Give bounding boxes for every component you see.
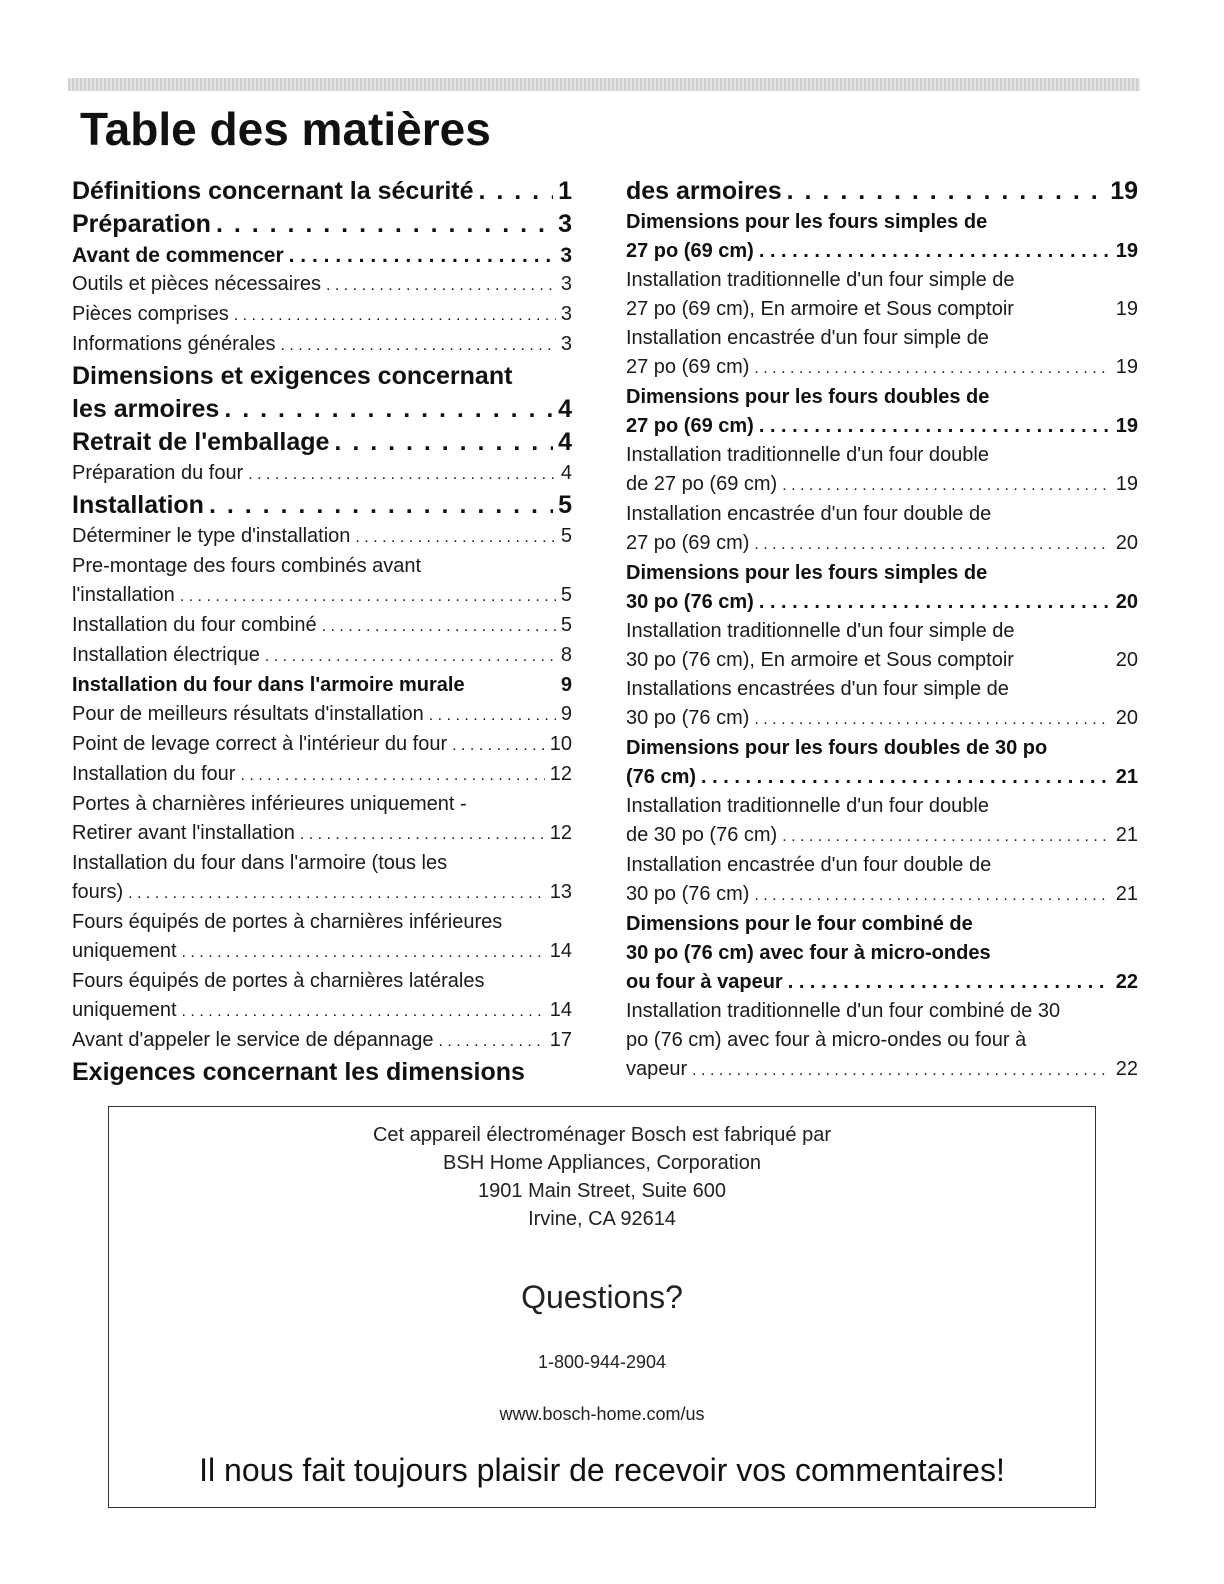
toc-page-number: 5	[558, 491, 572, 519]
toc-page-number: 10	[549, 733, 572, 755]
toc-page-number: 22	[1115, 1058, 1138, 1080]
toc-page-number: 5	[560, 614, 572, 636]
dot-leader	[265, 642, 556, 671]
toc-left-column	[72, 175, 572, 1089]
toc-entry-title: ou four à vapeur	[626, 971, 783, 993]
toc-page-number: 20	[1115, 532, 1138, 554]
contact-box	[108, 1106, 1096, 1508]
toc-page-number: 12	[549, 763, 572, 785]
toc-entry-line: Installation du four dans l'armoire (tous les	[72, 852, 448, 874]
toc-entry-title: Installation du four	[72, 763, 236, 785]
toc-entry[interactable]	[72, 611, 572, 641]
toc-entry-line: 30 po (76 cm) avec four à micro-ondes	[626, 942, 991, 964]
toc-page-number: 17	[549, 1029, 572, 1051]
toc-page-number: 14	[549, 940, 572, 962]
toc-entry-title: Installation	[72, 491, 204, 519]
toc-entry-title: Installation du four combiné	[72, 614, 317, 636]
dot-leader	[788, 968, 1111, 997]
toc-page-number: 21	[1115, 766, 1138, 788]
toc-entry-title: Déterminer le type d'installation	[72, 525, 351, 547]
toc-entry-line: Installation encastrée d'un four simple de	[626, 327, 989, 349]
dot-leader	[234, 301, 556, 330]
dot-leader	[754, 705, 1110, 734]
dot-leader	[128, 879, 545, 908]
toc-page-number: 22	[1115, 971, 1138, 993]
toc-page-number: 20	[1115, 707, 1138, 729]
toc-entry[interactable]	[72, 996, 572, 1026]
toc-page-number: 3	[560, 333, 572, 355]
toc-entry-line: Dimensions pour les fours simples de	[626, 211, 988, 233]
dot-leader	[782, 822, 1111, 851]
toc-entry-title: uniquement	[72, 999, 177, 1021]
toc-entry-line: Installation traditionnelle d'un four combiné de 30	[626, 1000, 1061, 1022]
toc-entry-line: Dimensions pour les fours doubles de	[626, 386, 990, 408]
toc-entry-title: Outils et pièces nécessaires	[72, 273, 322, 295]
toc-entry[interactable]	[72, 522, 572, 552]
dot-leader	[787, 175, 1106, 208]
toc-entry-title: l'installation	[72, 584, 175, 606]
manufacturer-line: Cet appareil électroménager Bosch est fabriqué par	[372, 1124, 832, 1146]
toc-page-number: 3	[560, 273, 572, 295]
toc-entry-title: fours)	[72, 881, 124, 903]
toc-page-number: 20	[1115, 649, 1138, 671]
dot-leader	[322, 612, 556, 641]
toc-entry[interactable]	[72, 1026, 572, 1056]
toc-entry-line: po (76 cm) avec four à micro-ondes ou four à	[626, 1029, 1027, 1051]
dot-leader	[216, 208, 553, 241]
toc-entry[interactable]	[72, 300, 572, 330]
dot-leader	[248, 460, 556, 489]
toc-entry[interactable]	[72, 426, 572, 459]
toc-page-number: 12	[549, 822, 572, 844]
toc-entry[interactable]	[72, 393, 572, 426]
dot-leader	[182, 938, 545, 967]
toc-right-column	[626, 175, 1138, 1085]
toc-entry-title: Point de levage correct à l'intérieur du four	[72, 733, 448, 755]
toc-entry[interactable]	[72, 330, 572, 360]
dot-leader	[452, 731, 545, 760]
toc-entry-title: 30 po (76 cm)	[626, 591, 754, 613]
toc-entry[interactable]	[72, 489, 572, 522]
toc-page-number: 19	[1115, 298, 1138, 320]
toc-page-number: 4	[558, 428, 572, 456]
toc-entry-title: Préparation	[72, 210, 211, 238]
toc-page-number: 19	[1115, 473, 1138, 495]
toc-page-number: 13	[549, 881, 572, 903]
toc-entry-line: Installations encastrées d'un four simple de	[626, 678, 1009, 700]
toc-page-number: 19	[1115, 415, 1138, 437]
toc-entry[interactable]	[72, 641, 572, 671]
toc-page-number: 9	[560, 674, 572, 696]
dot-leader	[224, 393, 553, 426]
toc-page-number: 14	[549, 999, 572, 1021]
dot-leader	[439, 1027, 545, 1056]
dot-leader	[280, 331, 555, 360]
toc-entry-title: uniquement	[72, 940, 177, 962]
toc-entry-line: Portes à charnières inférieures uniquement -	[72, 793, 467, 815]
toc-entry-title: 27 po (69 cm)	[626, 532, 750, 554]
manufacturer-line: Irvine, CA 92614	[528, 1208, 676, 1230]
dot-leader	[300, 820, 545, 849]
toc-page-number: 4	[558, 395, 572, 423]
toc-entry-title: Avant d'appeler le service de dépannage	[72, 1029, 434, 1051]
toc-page-number: 21	[1115, 824, 1138, 846]
toc-entry-title: des armoires	[626, 177, 782, 205]
toc-page-number: 5	[560, 525, 572, 547]
toc-entry[interactable]	[72, 878, 572, 908]
toc-entry[interactable]	[626, 529, 1138, 559]
manufacturer-info	[109, 1121, 1095, 1233]
toc-entry[interactable]	[626, 237, 1138, 266]
dot-leader	[240, 761, 544, 790]
toc-entry-line: Dimensions pour les fours simples de	[626, 562, 988, 584]
toc-entry-line: Installation encastrée d'un four double de	[626, 503, 992, 525]
toc-entry-title: Retirer avant l'installation	[72, 822, 295, 844]
toc-entry[interactable]	[72, 937, 572, 967]
toc-entry-title: vapeur	[626, 1058, 688, 1080]
questions-heading: Questions?	[521, 1279, 683, 1315]
toc-entry[interactable]	[72, 730, 572, 760]
toc-entry-title: 30 po (76 cm), En armoire et Sous comptoir	[626, 649, 1014, 671]
toc-entry-title: Retrait de l'emballage	[72, 428, 330, 456]
manufacturer-line: 1901 Main Street, Suite 600	[478, 1180, 726, 1202]
toc-entry-title: Installation électrique	[72, 644, 260, 666]
website-link[interactable]: www.bosch-home.com/us	[499, 1404, 705, 1424]
toc-page-number: 3	[560, 244, 572, 267]
dot-leader	[326, 271, 556, 300]
toc-entry[interactable]	[626, 353, 1138, 383]
toc-entry-line: Fours équipés de portes à charnières latérales	[72, 970, 485, 992]
manufacturer-line: BSH Home Appliances, Corporation	[443, 1152, 761, 1174]
page-title: Table des matières	[80, 103, 491, 155]
dot-leader	[355, 523, 555, 552]
toc-entry-line: Dimensions et exigences concernant	[72, 362, 513, 390]
toc-entry-title: de 30 po (76 cm)	[626, 824, 778, 846]
toc-entry-title: (76 cm)	[626, 766, 697, 788]
toc-entry[interactable]	[72, 241, 572, 270]
toc-entry-line: Fours équipés de portes à charnières inférieures	[72, 911, 503, 933]
dot-leader	[209, 489, 553, 522]
toc-entry[interactable]	[626, 968, 1138, 997]
toc-entry[interactable]	[72, 819, 572, 849]
dot-leader	[180, 582, 556, 611]
toc-entry-title: 27 po (69 cm)	[626, 356, 750, 378]
phone-number: 1-800-944-2904	[537, 1352, 667, 1372]
dot-leader	[289, 241, 556, 270]
toc-entry[interactable]	[626, 763, 1138, 792]
dot-leader	[334, 426, 553, 459]
toc-entry-title: Informations générales	[72, 333, 276, 355]
toc-entry-line: Installation traditionnelle d'un four double	[626, 795, 989, 817]
toc-entry[interactable]	[626, 295, 1138, 324]
toc-entry-title: Pour de meilleurs résultats d'installation	[72, 703, 424, 725]
toc-page-number: 1	[558, 177, 572, 205]
dot-leader	[754, 530, 1110, 559]
toc-page-number: 19	[1115, 240, 1138, 262]
toc-entry[interactable]	[626, 880, 1138, 910]
toc-entry[interactable]	[626, 1055, 1138, 1085]
toc-entry[interactable]	[72, 760, 572, 790]
toc-entry-title: de 27 po (69 cm)	[626, 473, 778, 495]
toc-page-number: 19	[1115, 356, 1138, 378]
toc-entry[interactable]	[626, 588, 1138, 617]
toc-entry[interactable]	[626, 646, 1138, 675]
toc-entry-line: Pre-montage des fours combinés avant	[72, 555, 422, 577]
toc-entry-title: Définitions concernant la sécurité	[72, 177, 474, 205]
toc-entry-title: les armoires	[72, 395, 220, 423]
toc-entry-title: 30 po (76 cm)	[626, 883, 750, 905]
toc-entry-title: 27 po (69 cm)	[626, 415, 754, 437]
dot-leader	[182, 997, 545, 1026]
dot-leader	[429, 701, 556, 730]
toc-page-number: 3	[560, 303, 572, 325]
toc-entry[interactable]	[626, 412, 1138, 441]
header-rule	[68, 78, 1140, 91]
toc-entry-title: 27 po (69 cm), En armoire et Sous comptoir	[626, 298, 1014, 320]
toc-entry[interactable]	[626, 470, 1138, 500]
toc-page-number: 8	[560, 644, 572, 666]
toc-entry[interactable]	[72, 175, 572, 208]
dot-leader	[759, 412, 1111, 441]
toc-entry-line: Dimensions pour le four combiné de	[626, 913, 973, 935]
toc-entry-line: Dimensions pour les fours doubles de 30 po	[626, 737, 1048, 759]
toc-entry-title: Préparation du four	[72, 462, 244, 484]
dot-leader	[701, 763, 1111, 792]
dot-leader	[759, 588, 1111, 617]
toc-entry[interactable]	[626, 175, 1138, 208]
toc-entry[interactable]	[72, 208, 572, 241]
dot-leader	[754, 881, 1110, 910]
toc-entry-line: Installation traditionnelle d'un four simple de	[626, 269, 1015, 291]
toc-entry-line: Installation encastrée d'un four double de	[626, 854, 992, 876]
toc-entry[interactable]	[72, 671, 572, 700]
toc-entry-line: Installation traditionnelle d'un four double	[626, 444, 989, 466]
dot-leader	[479, 175, 554, 208]
toc-entry-title: Avant de commencer	[72, 244, 284, 267]
toc-entry[interactable]	[72, 581, 572, 611]
toc-entry-line: Installation traditionnelle d'un four simple de	[626, 620, 1015, 642]
dot-leader	[754, 354, 1110, 383]
toc-page-number: 19	[1110, 177, 1138, 205]
toc-entry-title: Installation du four dans l'armoire murale	[72, 674, 465, 696]
toc-page-number: 3	[558, 210, 572, 238]
dot-leader	[692, 1056, 1111, 1085]
toc-page-number: 20	[1115, 591, 1138, 613]
toc-entry-title: Pièces comprises	[72, 303, 229, 325]
toc-entry-line: Exigences concernant les dimensions	[72, 1058, 525, 1086]
dot-leader	[782, 471, 1111, 500]
toc-entry-title: 30 po (76 cm)	[626, 707, 750, 729]
closing-message: Il nous fait toujours plaisir de recevoir vos commentaires!	[199, 1452, 1005, 1488]
toc-entry-title: 27 po (69 cm)	[626, 240, 754, 262]
toc-page-number: 9	[560, 703, 572, 725]
toc-page-number: 4	[560, 462, 572, 484]
toc-entry[interactable]	[72, 700, 572, 730]
toc-entry[interactable]	[72, 459, 572, 489]
toc-page-number: 21	[1115, 883, 1138, 905]
toc-page-number: 5	[560, 584, 572, 606]
toc-entry[interactable]	[626, 704, 1138, 734]
toc-entry[interactable]	[626, 821, 1138, 851]
toc-entry[interactable]	[72, 270, 572, 300]
dot-leader	[759, 237, 1111, 266]
